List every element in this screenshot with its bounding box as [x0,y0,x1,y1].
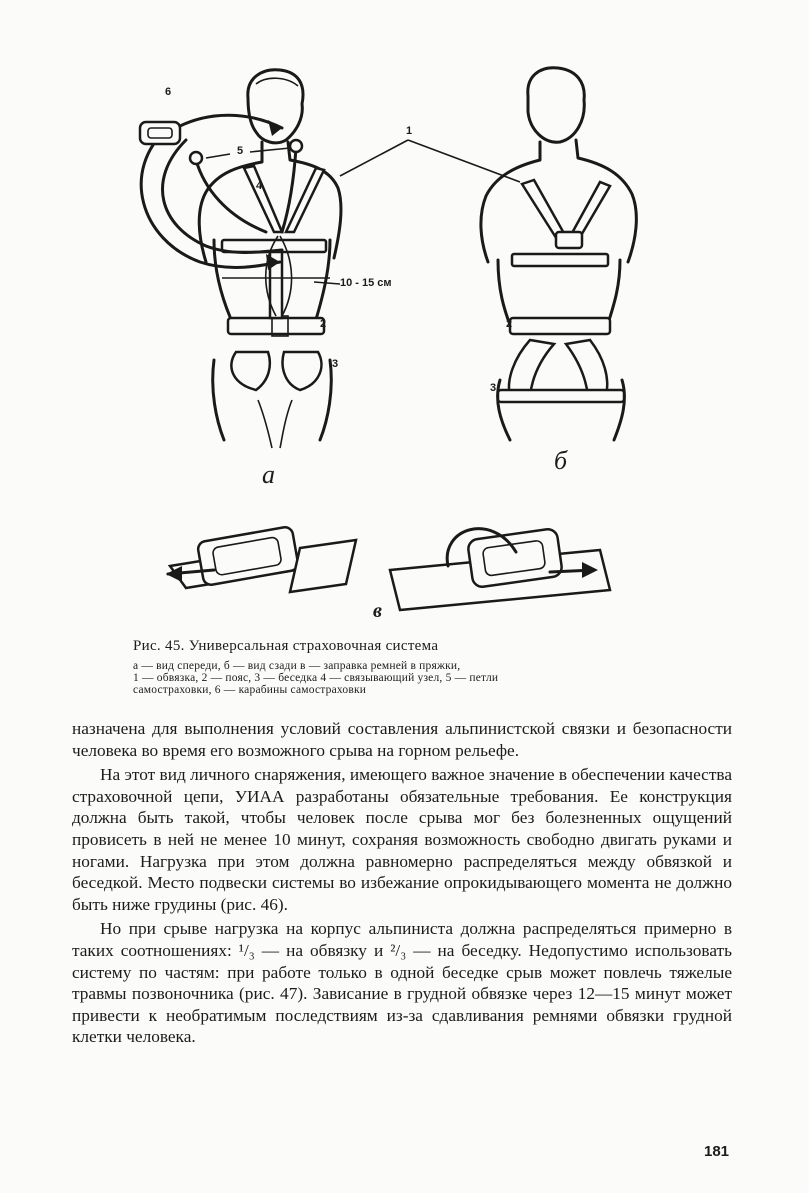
figure-legend [133,660,678,696]
paragraph-2: На этот вид личного снаряжения, имеющего важное значение в обеспечении качества страховочной цепи, УИАА разработаны обязательные требования. Ее конструкция должна быть такой, чтобы человек после срыва мог без болезненных ощущений провисеть в ней не менее 10 минут, сохраняя возможность свободно двигать руками и ногами. Нагрузка при этом должна равномерно распределяться между обвязкой и беседкой. Место подвески системы во избежание опрокидывающего момента не должно быть ниже грудины (рис. 46). [72,765,732,914]
label-measure: 10 - 15 см [340,277,392,289]
label-2-back: 2 [506,318,513,330]
legend-line: а — вид спереди, б — вид сзади в — заправка ремней в пряжки, [133,660,461,672]
front-view-figure [140,70,341,448]
figure-caption-title: Рис. 45. Универсальная страховочная система [133,638,439,654]
back-view-figure [340,68,636,440]
buckle-diagram [166,526,610,610]
label-3-back: 3 [490,382,497,394]
label-4: 4 [256,180,263,192]
panel-label-v: в [373,600,382,622]
paragraph-1: назначена для выполнения условий составления альпинистской связки и безопасности человека во время его возможного срыва на горном рельефе. [72,719,732,760]
page-number: 181 [704,1143,730,1160]
legend-line: самостраховки, 6 — карабины самостраховки [133,684,367,696]
label-1: 1 [406,125,413,137]
paragraph-3: Но при срыве нагрузка на корпус альпиниста должна распределяться примерно в таких соотношениях: ¹/₃ — на обвязку и ²/₃ — на беседку. Недопустимо использовать систему по частям: при работе только в одной беседке срыв может повлечь тяжелые травмы позвоночника (рис. 47). Зависание в грудной обвязке через 12—15 минут может привести к необратимым последствиям из-за сдавливания ремнями обвязки грудной клетки человека. [72,919,732,1047]
panel-label-b: б [554,446,568,475]
label-5: 5 [237,145,244,157]
panel-label-a: а [262,460,275,489]
label-6: 6 [165,86,172,98]
label-3-front: 3 [332,358,339,370]
label-2-front: 2 [320,318,327,330]
body-text [72,718,732,1048]
legend-line: 1 — обвязка, 2 — пояс, 3 — беседка 4 — связывающий узел, 5 — петли [133,672,499,684]
